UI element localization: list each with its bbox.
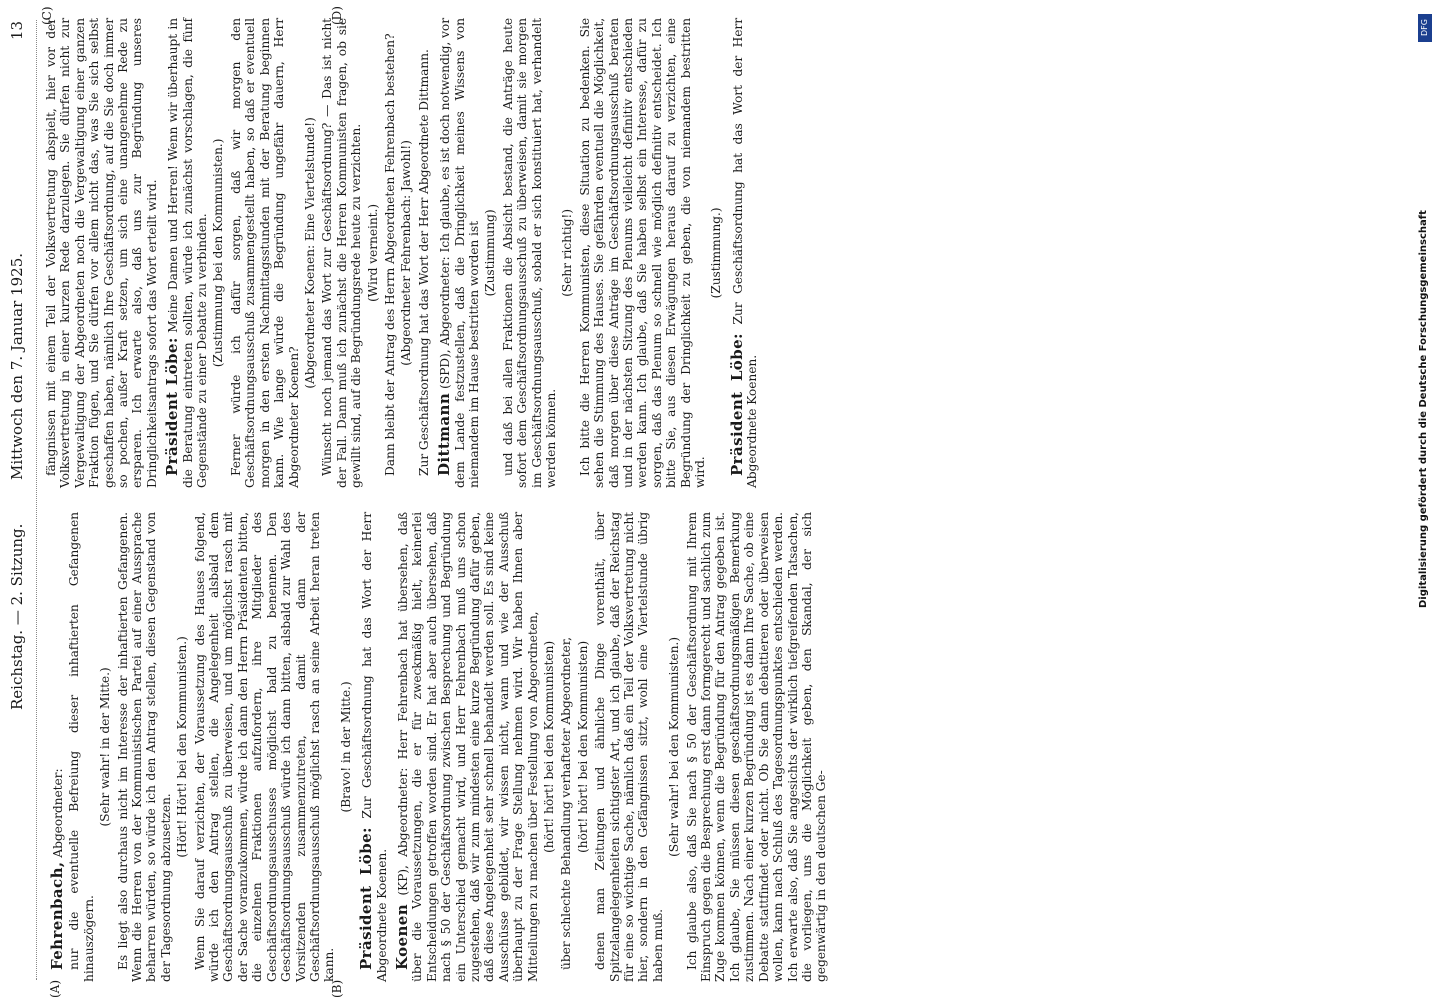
body-paragraph: über schlechte Behandlung verhafteter Abgeordneter, xyxy=(559,637,574,970)
body-paragraph: Es liegt also durchaus nicht im Interesse der inhaftierten Gefangenen. Wenn die Herren von der Kommunistischen Partei auf einer Aussprache beharren würden, so würde ich den Antrag stellen, diesen Gegenstand von der Tagesordnung abzusetzen. xyxy=(115,512,173,982)
speaker-paragraph xyxy=(50,512,65,982)
body-paragraph: Ferner würde ich dafür sorgen, daß wir morgen den Geschäftsordnungsausschuß zusammengestellt haben, so daß er eventuell morgen in den ersten Nachmittagsstunden mit der Beratung beginnen kann. Wie lange würde die Begründung ungefähr dauern, Herr Abgeordneter Koenen? xyxy=(228,18,301,488)
speaker-paragraph xyxy=(437,18,481,488)
body-paragraph: Wünscht noch jemand das Wort zur Geschäftsordnung? — Das ist nicht der Fall. Dann muß ich zunächst die Herren Kommunisten fragen, ob sie gewillt sind, auf die Begründungsrede heute zu verzichten. xyxy=(320,18,364,488)
interjection: (hört! hört! bei den Kommunisten) xyxy=(575,640,590,854)
interjection: (Zustimmung bei den Kommunisten.) xyxy=(211,138,226,368)
body-paragraph: Wenn Sie darauf verzichten, der Voraussetzung des Hauses folgend, würde ich den Antrag stellen, die Angelegenheit alsbald dem Geschäftsordnungsausschuß zu überweisen, und um möglichst rasch mit der Sache voranzukommen, würde ich dann den Herrn Präsidenten bitten, die einzelnen Fraktionen aufzufordern, ihre Mitglieder des Geschäftsordnungsausschusses möglichst bald zu benennen. Den Geschäftsordnungsausschuß würde ich dann bitten, alsbald zur Wahl des Vorsitzenden zusammenzutreten, damit dann der Geschäftsordnungsausschuß möglichst rasch an seine Arbeit heran treten kann. xyxy=(192,512,337,982)
interjection: (Sehr richtig!) xyxy=(560,209,575,297)
speaker-paragraph xyxy=(359,512,389,982)
interjection: (Wird verneint.) xyxy=(365,204,380,303)
text-column-right xyxy=(44,18,762,488)
speaker-paragraph xyxy=(727,18,760,488)
interjection: (Abgeordneter Fehrenbach: Jawohl!) xyxy=(399,140,414,366)
speaker-name: Präsident Löbe: xyxy=(727,333,746,476)
speaker-name: Koenen xyxy=(392,903,411,970)
page-number: 13 xyxy=(8,20,26,40)
header-right: Mittwoch den 7. Januar 1925. xyxy=(8,253,26,480)
speaker-text: Herr Fehrenbach hat übersehen, daß über die Voraussetzungen, die er für zweckmäßig hielt, keinerlei Entscheidungen getroffen worden sind. Er hat aber auch übersehen, daß nach § 50 der Geschäftsordnung zwischen Besprechung und Begründung ein Unterschied gemacht wird, und Herr Fehrenbach muß uns schon zugestehen, daß wir zum mindesten eine kurze Begründung dafür geben, daß diese Angelegenheit sehr schnell behandelt werden soll. Es sind keine Ausschüsse gebildet, wir wissen nicht, wann und wie der Ausschuß überhaupt zu der Frage Stellung nehmen wird. Wir haben Ihnen aber Mitteilungen zu machen über Festellung von Abgeordneten, xyxy=(395,512,540,982)
body-paragraph: denen man Zeitungen und ähnliche Dinge vorenthält, über Spitzelangelegenheiten sichtigster Art, und ich glaube, daß der Reichstag für eine so wichtige Sache, nämlich daß ein Teil der Volksvertretung nicht hier, sondern in den Gefängnissen sitzt, wohl eine Viertelstunde übrig haben muß. xyxy=(593,512,665,982)
speaker-name: Präsident Löbe: xyxy=(357,827,376,970)
margin-marker-a: (A) xyxy=(48,979,62,998)
interjection: (Sehr wahr! bei den Kommunisten.) xyxy=(667,637,682,857)
speaker-text: Meine Damen und Herren! Wenn wir überhaupt in die Beratung eintreten sollten, würde ich zunächst vorschlagen, die fünf Gegenstände zu einer Debatte zu verbinden. xyxy=(166,18,210,488)
speaker-name: Dittmann xyxy=(435,392,454,476)
body-paragraph: und daß bei allen Fraktionen die Absicht bestand, die Anträge heute sofort dem Geschäftsordnungsausschuß zu überweisen, damit sie morgen im Geschäftsordnungsausschuß, sobald er sich konstituiert hat, verhandelt werden können. xyxy=(500,18,558,488)
speaker-role: (SPD), Abgeordneter: xyxy=(438,256,453,393)
body-paragraph: Ich bitte die Herren Kommunisten, diese Situation zu bedenken. Sie sehen die Stimmung des Hauses. Sie gefährden eventuell die Möglichkeit, daß morgen über diese Anträge im Geschäftsordnungsausschuß beraten und in der nächsten Sitzung des Plenums vielleicht definitiv entschieden werden kann. Ich glaube, daß Sie haben selbst ein Interesse, dafür zu sorgen, daß das Plenum so schnell wie möglich definitiv entscheidet. Ich bitte Sie, aus diesen Erwägungen heraus darauf zu verzichten, eine Begründung der Dringlichkeit zu geben, die von niemandem bestritten wird. xyxy=(577,18,708,488)
margin-marker-d: (D) xyxy=(330,6,344,25)
interjection: (Abgeordneter Koenen: Eine Viertelstunde!) xyxy=(302,117,317,389)
header-left: Reichstag. — 2. Sitzung. xyxy=(8,523,26,710)
speaker-text: Zur Geschäftsordnung hat das Wort der Herr Abgeordnete Koenen. xyxy=(360,512,389,982)
speaker-text: Ich glaube, es ist doch notwendig, vor dem Lande festzustellen, daß die Dringlichkeit meines Wissens von niemandem im Hause bestritten worden ist xyxy=(438,18,481,488)
speaker-role: (KP), Abgeordneter: xyxy=(395,767,410,904)
margin-marker-c: (C) xyxy=(40,6,54,25)
margin-marker-b: (B) xyxy=(330,979,344,998)
digitization-credit: Digitalisierung gefördert durch die Deutsche Forschungsgemeinschaft xyxy=(1418,210,1429,608)
body-paragraph: nur die eventuelle Befreiung dieser inhaftierten Gefangenen hinauszögern. xyxy=(67,512,96,982)
page-header xyxy=(0,0,32,1000)
interjection: (Zustimmung) xyxy=(483,209,498,297)
interjection: (Sehr wahr! in der Mitte.) xyxy=(98,667,113,827)
speaker-paragraph xyxy=(392,512,540,982)
dfg-logo: DFG xyxy=(1418,14,1432,42)
body-paragraph: Dann bleibt der Antrag des Herrn Abgeordneten Fehrenbach bestehen? xyxy=(382,33,397,476)
speaker-name: Fehrenbach, xyxy=(48,861,66,970)
digitization-sidebar xyxy=(1418,8,1432,992)
header-rule xyxy=(36,20,37,980)
interjection: (Bravo! in der Mitte.) xyxy=(338,681,353,813)
body-paragraph: Ich glaube also, daß Sie nach § 50 der Geschäftsordnung mit Ihrem Einspruch gegen die Besprechung erst dann formgerecht und sachlich zum Zuge kommen können, wenn die Begründung für den Antrag gegeben ist. Ich glaube, Sie müssen diesen geschäftsordnungsmäßigen Bemerkung zustimmen. Nach einer kurzen Begründung ist es dann Ihre Sache, ob eine Debatte stattfindet oder nicht. Ob Sie dann debattieren oder überweisen wollen, kann nach Schluß des Tagesordnungspunktes entschieden werden. Ich erwarte also, daß Sie angesichts der wirklich tiefgreifenden Tatsachen, die vorliegen, uns die Möglichkeit geben, den Skandal, der sich gegenwärtig in den deutschen Ge- xyxy=(684,512,829,982)
interjection: (hört! hört! bei den Kommunisten) xyxy=(542,640,556,854)
speaker-paragraph xyxy=(165,18,209,488)
body-paragraph: Zur Geschäftsordnung hat das Wort der Herr Abgeordnete Dittmann. xyxy=(416,49,431,476)
body-paragraph: fängnissen mit einem Teil der Volksvertretung abspielt, hier vor der Volksvertretung in einer kurzen Rede darzulegen. Sie dürfen nicht zur Vergewaltigung der Abgeordneten noch die Vergewaltigung einer ganzen Fraktion fügen, und Sie dürfen vor allem nicht das, was Sie sich selbst geschaffen haben, nämlich Ihre Geschäftsordnung, auf die Sie doch immer so pochen, außer Kraft setzen, um sich eine unangenehme Rede zu ersparen. Ich erwarte also, daß uns zur Begründung unseres Dringlichkeitsantrags sofort das Wort erteilt wird. xyxy=(44,18,159,488)
text-column-left xyxy=(44,512,831,982)
speaker-text: Zur Geschäftsordnung hat das Wort der Herr Abgeordnete Koenen. xyxy=(730,18,760,488)
speaker-role: Abgeordneter: xyxy=(51,768,65,862)
interjection: (Zustimmung.) xyxy=(709,207,724,299)
speaker-name: Präsident Löbe: xyxy=(163,337,182,476)
interjection: (Hört! Hört! bei den Kommunisten.) xyxy=(175,636,190,858)
